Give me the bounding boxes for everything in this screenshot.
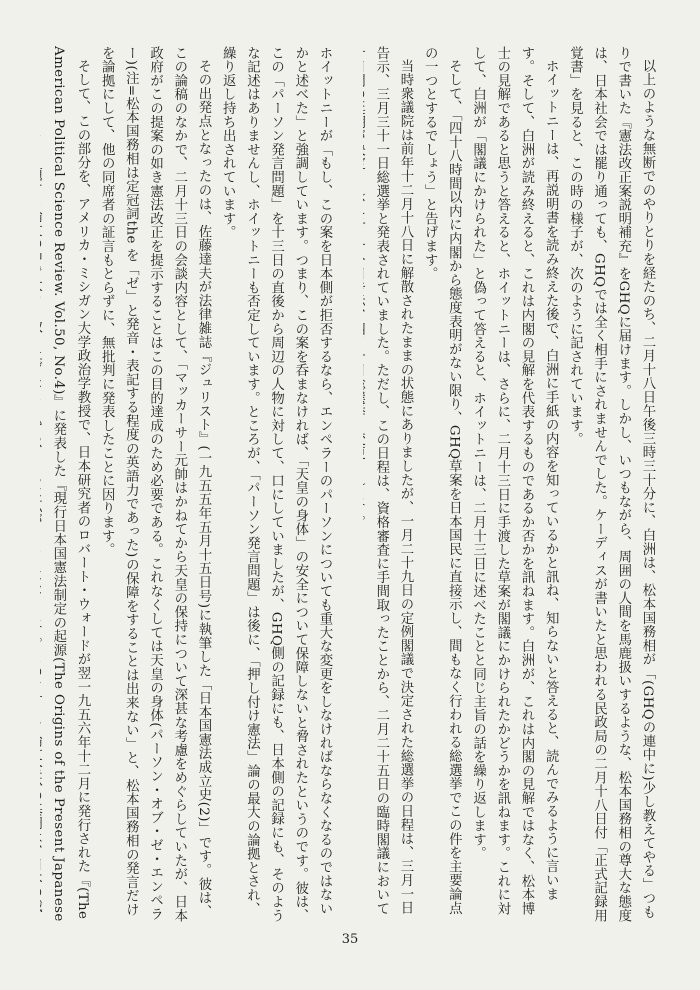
paragraph-body: 以上のような無断でのやりとりを経たのち、二月十八日午後三時三十分に、白洲は、松本国務相が「(GHQの連中に)少し教えてやる」つもりで書いた『憲法改正案説明補充』をGHQに届けます。しかし、いつもながら、周囲の人間を馬鹿扱いするような、松本国務相の尊大な態度は、日本社会では罷り通っても、GHQでは全く相手にされませんでした。ケーディスが書いたと思われる民政局の二月十八日付「正式記録用覚書」を見ると、この時の様子が、次のように記されています。 — [567, 46, 655, 923]
paragraph-body: そして、「四十八時間以内に内閣から態度表明がない限り、GHQ草案を日本国民に直接示し、間もなく行われる総選挙でこの件を主要論点の一つとするでしょう」と告げます。 — [422, 46, 462, 916]
paragraph-body: ホイットニーが「もし、この案を日本側が拒否するなら、エンペラーのパーソンについても重大な変更をしなければならなくなるのではないかと述べた」と強調しています。つまり、この案を呑まなければ、「天皇の身体」の安全について保障しないと脅されたというのです。彼は、この「パーソン発言問題」を十三日の直後から周辺の人物に対して、口にしていましたが、GHQ側の記録にも、日本側の記録にも、そのような記述はありませんし、ホイットニーも否定しています。ところが、「パーソン発言問題」は後に、「押し付け憲法」論の最大の論拠とされ、繰り返し持ち出されています。 — [220, 46, 332, 923]
right-text-column — [363, 46, 659, 926]
paragraph-body: 当時衆議院は前年十二月十八日に解散されたままの状態にありましたが、一月二十九日の定例閣議で決定された総選挙の日程は、三月一日告示、三月三十一日総選挙と発表されていました。ただし、この日程は、資格審査に手間取ったことから、二月二十五日の臨時閣議において — [373, 46, 413, 916]
paragraph-body: ホイットニーは、再説明書を読み終えた後で、白洲に手紙の内容を知っているかと訊ね、知らないと答えると、読んでみるように言います。そして、白洲が読み終えると、これは内閣の見解を代表するものであるか否かを訊ねます。白洲が、これは内閣の見解ではなく、松本博士の見解であると思うと答えると、ホイットニーは、さらに、二月十三日に手渡した草案が閣議にかけられたかどうかを訊ねます。これに対して、白洲が「閣議にかけられた」と偽って答えると、ホイットニーは、二月十三日に述べたことと同じ主旨の話を繰り返します。 — [470, 46, 559, 916]
paragraph-body: その出発点となったのは、佐藤達夫が法律雑誌『ジュリスト』(一九五五年五月十五日号)に執筆した「日本国憲法成立史(2)」です。彼は、この論稿のなかで、二月十三日の会談内容として、「マッカーサー元帥はかねてから天皇の保持について深甚な考慮をめぐらしていたが、日本政府がこの提案の如き憲法改正を提示することはこの目的達成のため必要である。これなくしては天皇の身体(パーソン・オブ・ゼ・エンペラー)(注=松本国務相は定冠詞the を「ゼ」と発音・表記する程度の英語力であった)の保障をすることは出来ない」と、松本国務相の発言だけを論拠にして、他の同席者の証言もとらずに、無批判に発表したことに因ります。 — [99, 46, 211, 923]
page-number: 35 — [341, 932, 359, 947]
left-text-column — [40, 46, 336, 926]
paragraph-body: そして、この部分を、アメリカ・ミシガン大学政治学教授で、日本研究者のロバート・ウォードが翌一九五六年十二月に発行された『(The American Political Science Review. Vol.50, No.4)』に発表した『現行日本国憲法制定の起源(The Origins of the Present Japanese — [50, 46, 90, 922]
